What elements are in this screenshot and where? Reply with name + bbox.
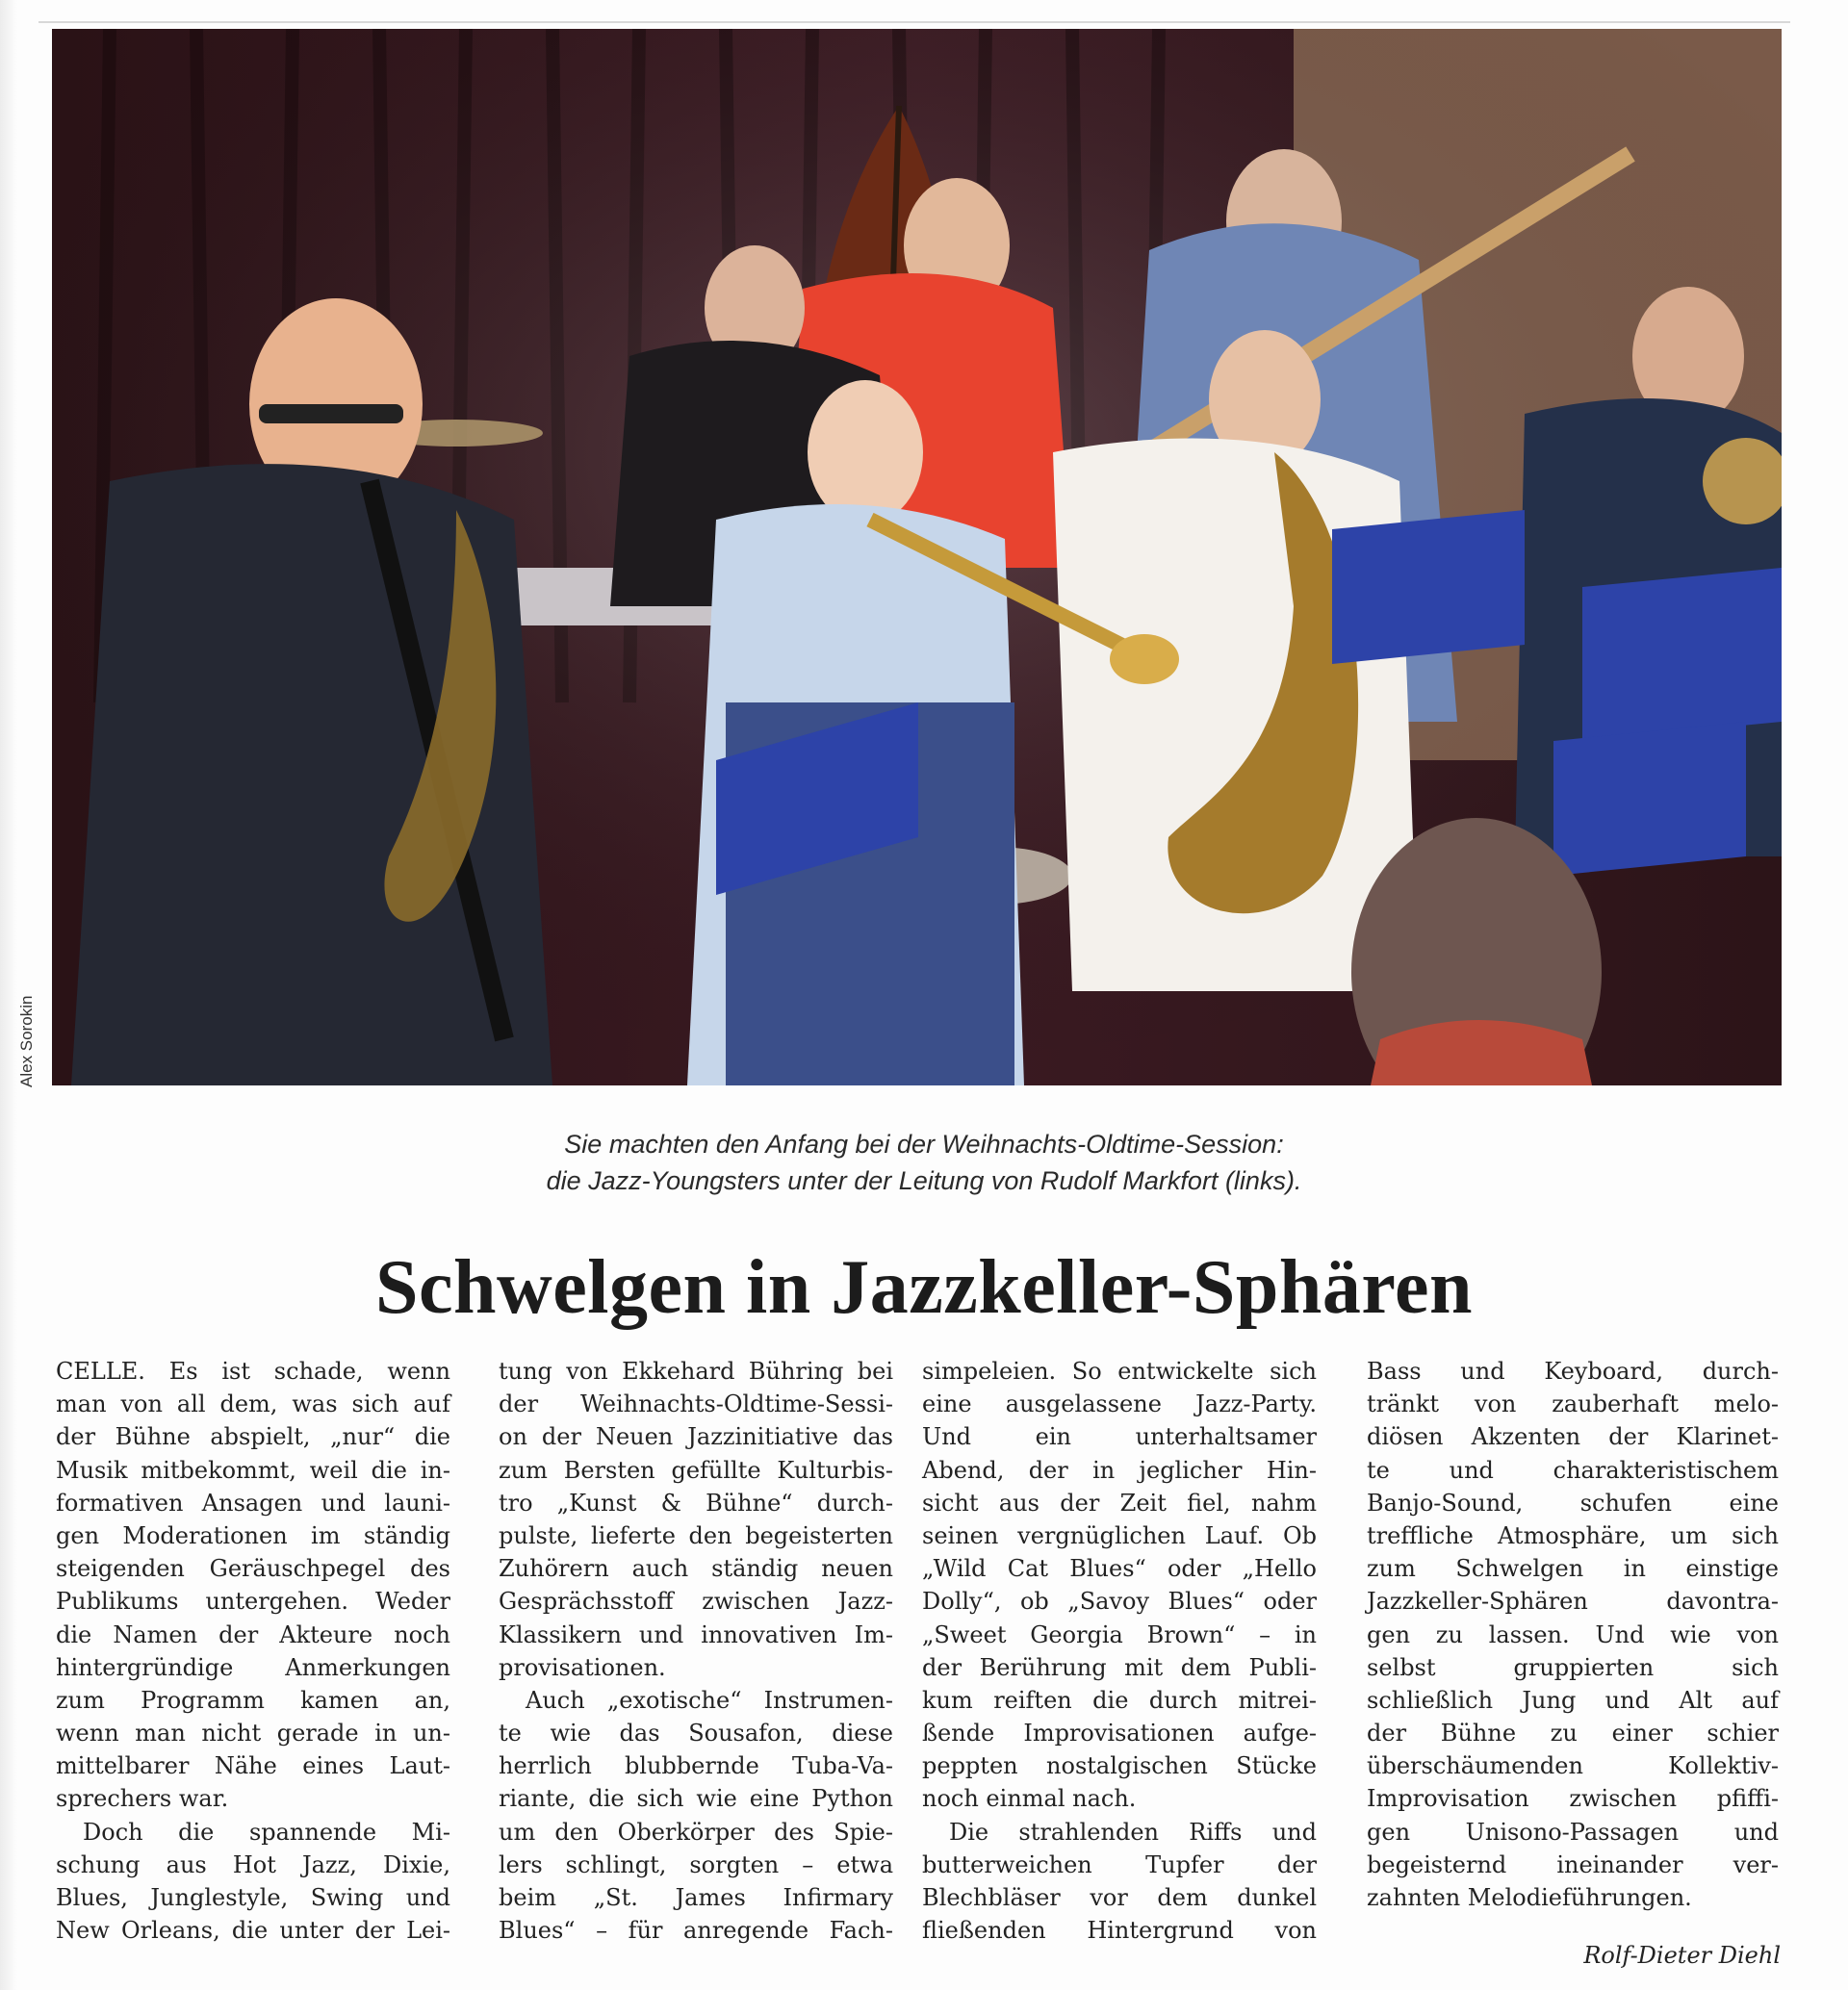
body-line: hintergründige Anmerkungen: [56, 1653, 450, 1681]
body-line: seinen vergnüglichen Lauf. Ob: [922, 1521, 1317, 1549]
body-line: selbst gruppierten sich: [1367, 1653, 1779, 1681]
body-line: überschäumenden Kollektiv-: [1367, 1752, 1779, 1780]
body-line: Doch die spannende Mi-: [83, 1818, 450, 1846]
body-line: der Bühne abspielt, „nur“ die: [56, 1423, 450, 1451]
body-line: schließlich Jung und Alt auf: [1367, 1686, 1779, 1714]
body-line: gen zu lassen. Und wie von: [1367, 1620, 1779, 1648]
photo-caption: [192, 1126, 1656, 1199]
body-line: te wie das Sousafon, diese: [499, 1720, 893, 1748]
body-line: beim „St. James Infirmary: [499, 1884, 893, 1911]
body-line: gen Unisono-Passagen und: [1367, 1818, 1779, 1846]
body-line: zum Bersten gefüllte Kulturbis-: [499, 1456, 893, 1484]
body-line: riante, die sich wie eine Python: [499, 1785, 893, 1813]
body-line: um den Oberkörper des Spie-: [499, 1818, 893, 1846]
article-author: Rolf-Dieter Diehl: [1583, 1942, 1781, 1969]
body-line: sicht aus der Zeit fiel, nahm: [922, 1489, 1317, 1517]
body-line: on der Neuen Jazzinitiative das: [499, 1423, 893, 1451]
body-line: mittelbarer Nähe eines Laut-: [56, 1752, 450, 1780]
body-line: Blechbläser vor dem dunkel: [922, 1884, 1317, 1911]
body-line: herrlich blubbernde Tuba-Va-: [499, 1752, 893, 1780]
body-line: Improvisation zwischen pfiffi-: [1367, 1785, 1779, 1813]
body-line: treffliche Atmosphäre, um sich: [1367, 1521, 1779, 1549]
body-line: Blues, Junglestyle, Swing und: [56, 1884, 450, 1911]
body-line: noch einmal nach.: [922, 1785, 1137, 1813]
body-line: die Namen der Akteure noch: [56, 1620, 450, 1648]
body-line: Gesprächsstoff zwischen Jazz-: [499, 1588, 893, 1616]
body-line: Klassikern und innovativen Im-: [499, 1620, 893, 1648]
body-line: diösen Akzenten der Klarinet-: [1367, 1423, 1779, 1451]
body-line: simpeleien. So entwickelte sich: [922, 1358, 1317, 1385]
body-line: zum Programm kamen an,: [56, 1686, 450, 1714]
body-line: Jazzkeller-Sphären davontra-: [1367, 1588, 1779, 1616]
body-line: lers schlingt, sorgten – etwa: [499, 1850, 893, 1878]
article-headline: Schwelgen in Jazzkeller-Sphären: [375, 1245, 1473, 1330]
article-column-1: [56, 1355, 450, 1947]
body-line: der Weihnachts-Oldtime-Sessi-: [499, 1390, 893, 1418]
body-line: eine ausgelassene Jazz-Party.: [922, 1390, 1317, 1418]
article-column-2: [499, 1355, 893, 1947]
article-body: [56, 1355, 1782, 1971]
body-line: provisationen.: [499, 1653, 666, 1681]
body-line: formativen Ansagen und launi-: [56, 1489, 450, 1517]
body-line: Dolly“, ob „Savoy Blues“ oder: [922, 1588, 1317, 1616]
body-line: wenn man nicht gerade in un-: [56, 1720, 450, 1748]
body-line: Die strahlenden Riffs und: [949, 1818, 1317, 1846]
body-line: Bass und Keyboard, durch-: [1367, 1358, 1779, 1385]
body-line: tro „Kunst & Bühne“ durch-: [499, 1489, 893, 1517]
body-line: tränkt von zauberhaft melo-: [1367, 1390, 1779, 1418]
article-column-3: [922, 1355, 1317, 1947]
top-rule: [38, 21, 1790, 23]
body-line: fließenden Hintergrund von: [922, 1917, 1317, 1945]
article-photo: [52, 29, 1782, 1085]
body-line: Und ein unterhaltsamer: [922, 1423, 1317, 1451]
body-line: zum Schwelgen in einstige: [1367, 1555, 1779, 1583]
body-line: schung aus Hot Jazz, Dixie,: [56, 1850, 450, 1878]
body-line: te und charakteristischem: [1367, 1456, 1779, 1484]
body-line: man von all dem, was sich auf: [56, 1390, 450, 1418]
body-line: gen Moderationen im ständig: [56, 1521, 450, 1549]
body-line: Blues“ – für anregende Fach-: [499, 1917, 893, 1945]
body-line: Publikums untergehen. Weder: [56, 1588, 450, 1616]
body-line: ßende Improvisationen aufge-: [922, 1720, 1317, 1748]
band-photo-illustration: [52, 29, 1782, 1085]
body-line: Abend, der in jeglicher Hin-: [922, 1456, 1317, 1484]
body-line: butterweichen Tupfer der: [922, 1850, 1317, 1878]
body-line: „Sweet Georgia Brown“ – in: [922, 1620, 1317, 1648]
body-line: der Bühne zu einer schier: [1367, 1720, 1779, 1748]
body-line: pulste, lieferte den begeisterten: [499, 1521, 893, 1549]
body-line: New Orleans, die unter der Lei-: [56, 1917, 450, 1945]
caption-line-2: die Jazz-Youngsters unter der Leitung von Rudolf Markfort (links).: [546, 1166, 1302, 1195]
page-edge-shadow: [0, 0, 17, 1990]
body-line: steigenden Geräuschpegel des: [56, 1555, 450, 1583]
body-line: Musik mitbekommt, weil die in-: [56, 1456, 450, 1484]
article-column-4: [1367, 1355, 1779, 1914]
body-line: „Wild Cat Blues“ oder „Hello: [922, 1555, 1317, 1583]
body-line: Banjo-Sound, schufen eine: [1367, 1489, 1779, 1517]
body-line: zahnten Melodieführungen.: [1367, 1884, 1692, 1911]
body-line: der Berührung mit dem Publi-: [922, 1653, 1317, 1681]
body-line: Zuhörern auch ständig neuen: [499, 1555, 893, 1583]
body-line: CELLE. Es ist schade, wenn: [56, 1358, 450, 1385]
body-line: peppten nostalgischen Stücke: [922, 1752, 1317, 1780]
body-line: Auch „exotische“ Instrumen-: [526, 1686, 893, 1714]
photo-credit-text: Alex Sorokin: [17, 995, 36, 1087]
body-line: kum reiften die durch mitrei-: [922, 1686, 1317, 1714]
body-line: begeisternd ineinander ver-: [1367, 1850, 1779, 1878]
body-line: tung von Ekkehard Bühring bei: [499, 1358, 893, 1385]
caption-line-1: Sie machten den Anfang bei der Weihnachts-Oldtime-Session:: [564, 1130, 1284, 1159]
body-line: sprechers war.: [56, 1785, 229, 1813]
